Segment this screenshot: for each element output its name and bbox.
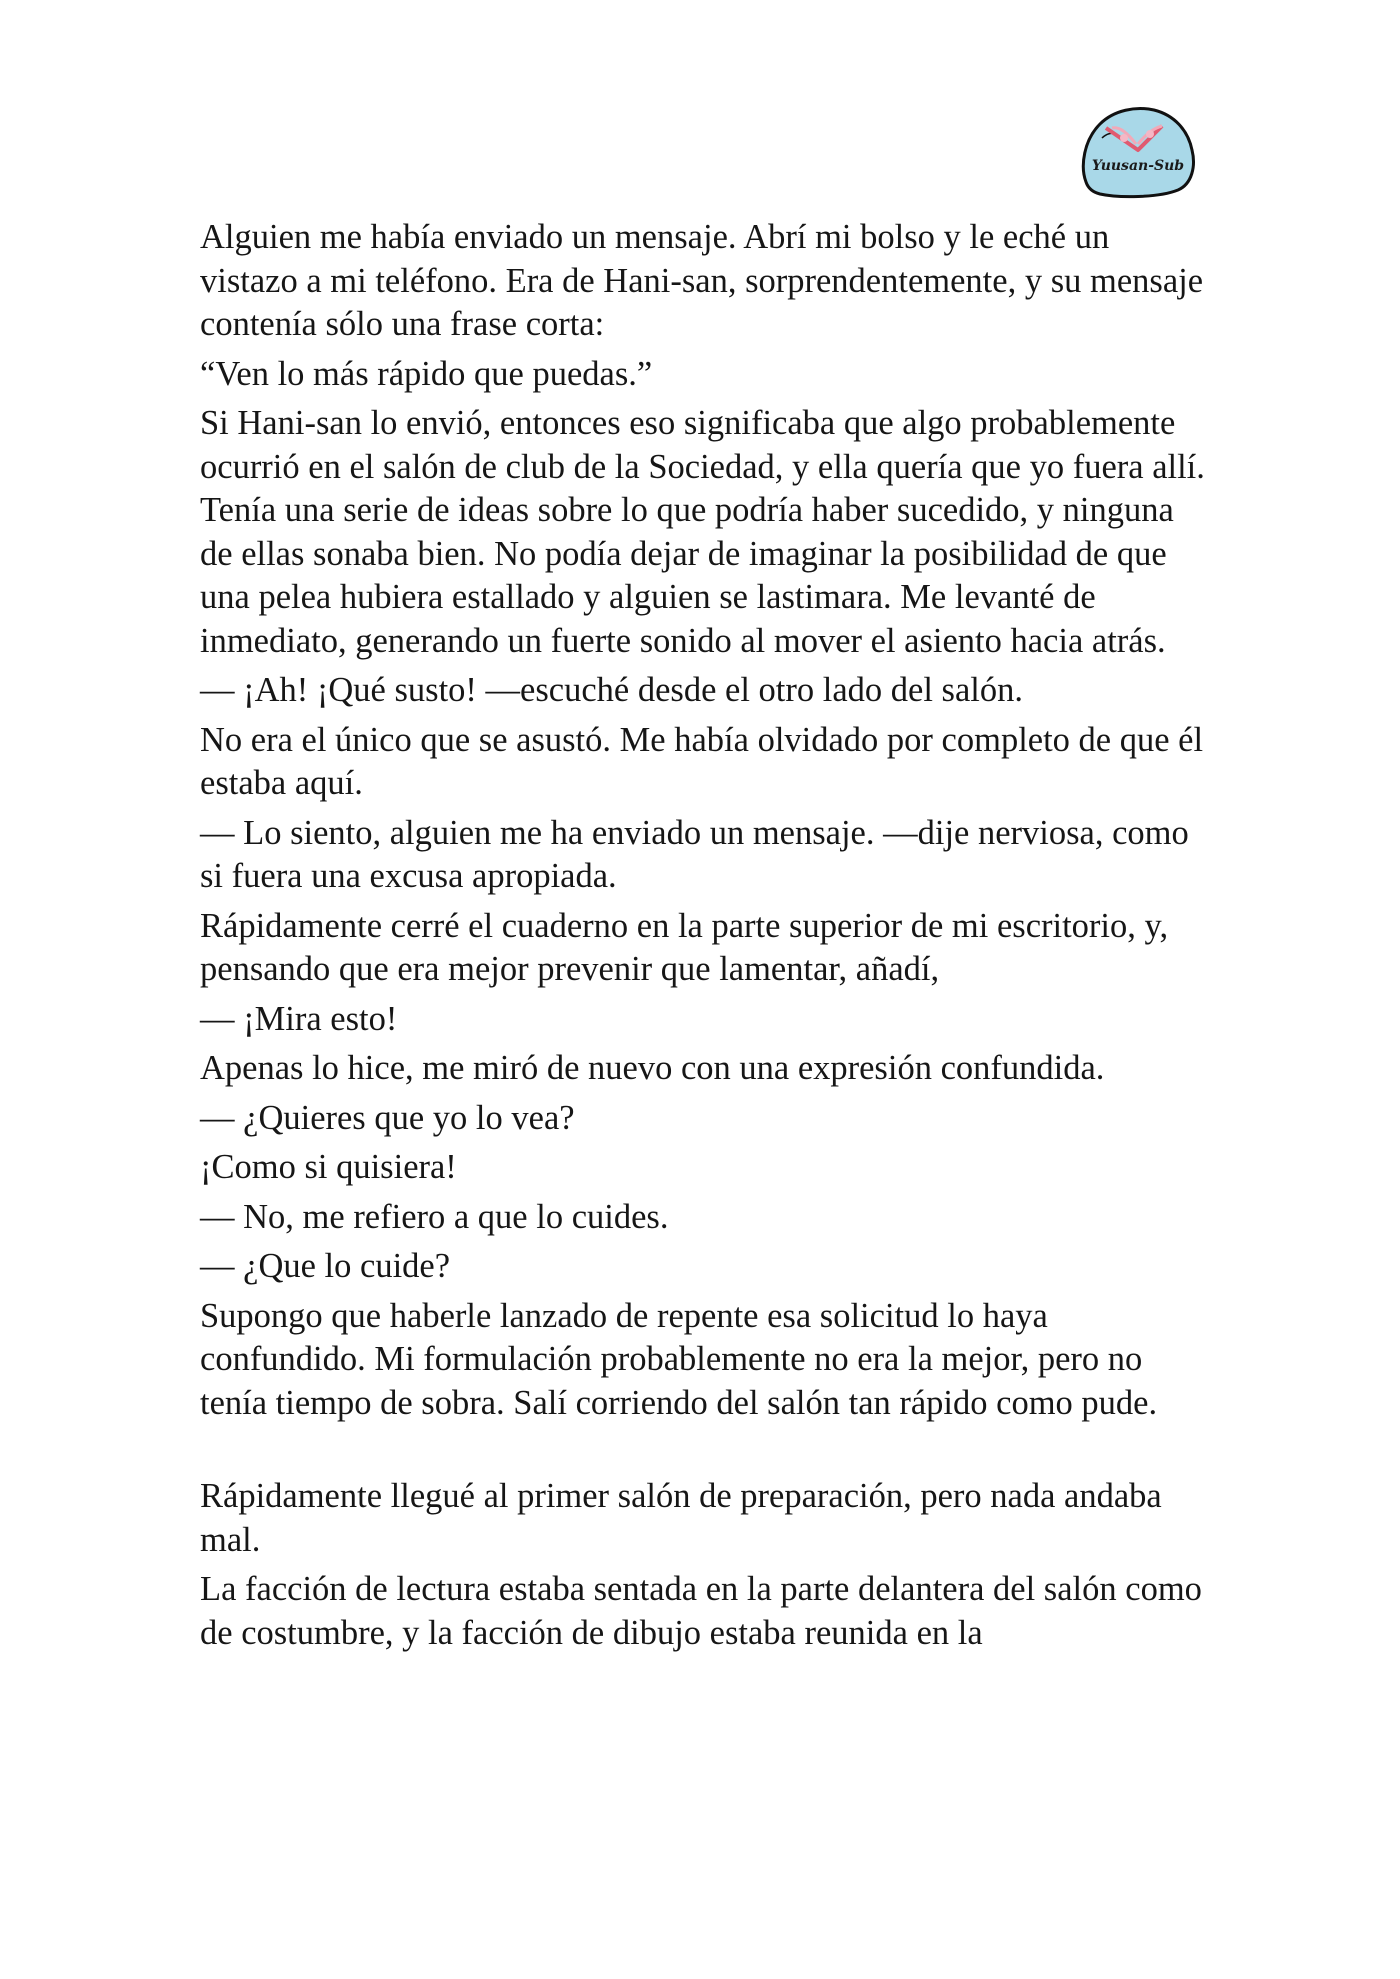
paragraph: Apenas lo hice, me miró de nuevo con una expresión confundida. [200,1049,1105,1087]
paragraph: Supongo que haberle lanzado de repente esa solicitud lo haya confundido. Mi formulación probablemente no era la mejor, pero no tenía tiempo de sobra. Salí corriendo del salón tan rápido como pude. [200,1296,1158,1422]
paragraph: Rápidamente cerré el cuaderno en la parte superior de mi escritorio, y, pensando que era mejor prevenir que lamentar, añadí, [200,906,1169,988]
paragraph: ¡Como si quisiera! [200,1148,457,1186]
paragraph: No era el único que se asustó. Me había olvidado por completo de que él estaba aquí. [200,720,1204,802]
paragraph: “Ven lo más rápido que puedas.” [200,354,653,393]
paragraph: Rápidamente llegué al primer salón de preparación, pero nada andaba mal. [200,1477,1162,1559]
paragraph: — ¿Quieres que yo lo vea? [200,1098,575,1137]
paragraph: — Lo siento, alguien me ha enviado un mensaje. —dije nerviosa, como si fuera una excusa apropiada. [200,813,1189,895]
paragraph: La facción de lectura estaba sentada en la parte delantera del salón como de costumbre, y la facción de dibujo estaba reunida en la [200,1570,1202,1652]
yuusan-sub-logo [1078,104,1198,200]
paragraph: Alguien me había enviado un mensaje. Abrí mi bolso y le eché un vistazo a mi teléfono. Era de Hani-san, sorprendentemente, y su mensaje contenía sólo una frase corta: [200,218,1204,343]
paragraph: — ¡Ah! ¡Qué susto! —escuché desde el otro lado del salón. [200,671,1023,709]
paragraph: — ¡Mira esto! [200,999,398,1038]
body-text [200,216,1210,1661]
paragraph: Si Hani-san lo envió, entonces eso significaba que algo probablemente ocurrió en el salón de club de la Sociedad, y ella quería que yo fuera allí. Tenía una serie de ideas sobre lo que podría haber sucedido, y ninguna de ellas sonaba bien. No podía dejar de imaginar la posibilidad de que una pelea hubiera estallado y alguien se lastimara. Me levanté de inmediato, generando un fuerte sonido al mover el asiento hacia atrás. [200,404,1205,660]
logo-text: Yuusan-Sub [1091,158,1185,174]
paragraph: — No, me refiero a que lo cuides. [200,1197,669,1236]
paragraph: — ¿Que lo cuide? [200,1247,451,1285]
